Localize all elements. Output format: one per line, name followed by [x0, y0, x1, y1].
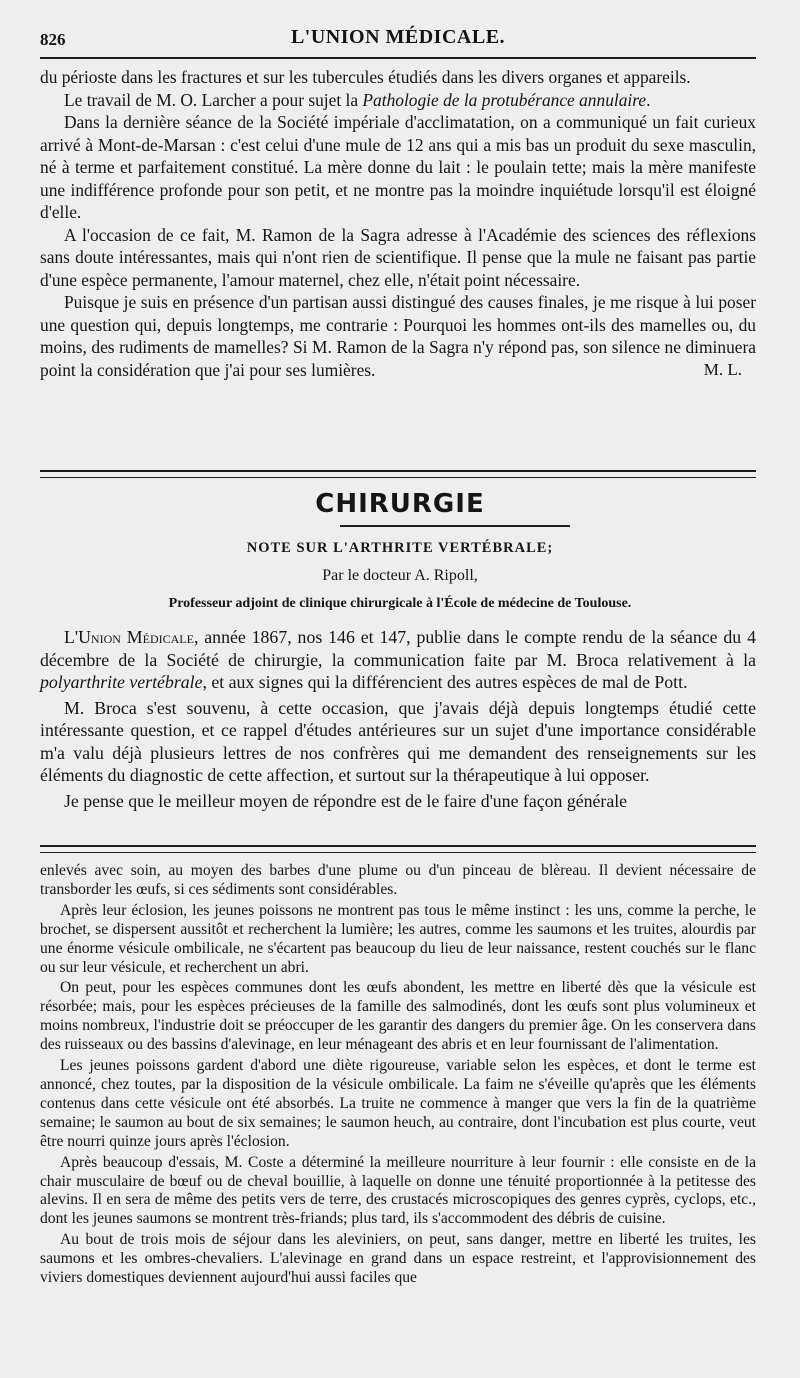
- article-paragraph-3: Je pense que le meilleur moyen de répondre est de le faire d'une façon générale: [64, 790, 628, 811]
- page-number: 826: [40, 30, 66, 49]
- article-paragraph-1: [40, 626, 756, 694]
- paragraph-larcher: [40, 89, 756, 112]
- paragraph-periosteum: du périoste dans les fractures et sur les tubercules étudiés dans les divers organes et appareils.: [40, 67, 691, 87]
- feuilleton-paragraph-2: Après leur éclosion, les jeunes poissons ne montrent pas tous le même instinct : les uns, comme la perche, le brochet, se dispersent aussitôt et recherchent la lumière; les autres, comme les saumons et les truites, alourdis par une énorme vésicule ombilicale, ne s'écartent pas beaucoup du lieu de leur naissance, restent couchés sur le flanc ou sur leur vésicule, et recherchent un abri.: [40, 901, 756, 976]
- section-title-rule: [340, 525, 570, 527]
- article-body: [40, 626, 756, 812]
- paragraph-mule: Dans la dernière séance de la Société impériale d'acclimatation, on a communiqué un fait curieux arrivé à Mont-de-Marsan : c'est celui d'une mule de 12 ans qui a mis bas un produit du sexe masculin, né à terme et parfaitement constitué. La mère donne du lait : le poulain tette; mais la mère manifeste une indifférence profonde pour son petit, et ne montre pas la moindre inquiétude lorsqu'il est éloigné d'elle.: [40, 112, 756, 222]
- article-paragraph-1-end: , et aux signes qui la différencient des autres espèces de mal de Pott.: [202, 672, 688, 692]
- article-term: polyarthrite vertébrale: [40, 672, 203, 692]
- article-paragraph-1-text: , année 1867, nos 146 et 147, publie dans le compte rendu de la séance du 4 décembre de la Société de chirurgie, la communication faite par M. Broca relativement à la: [40, 627, 756, 670]
- feuilleton-paragraph-5: Après beaucoup d'essais, M. Coste a déterminé la meilleure nourriture à leur fournir : elle consiste en de la chair musculaire de bœuf ou de cheval bouillie, à laquelle on donne une ténuité proportionnée à la petitesse des alevins. Il en sera de même des petits vers de terre, des crustacés microscopiques des genres cyprès, cyclops, etc., dont les jeunes saumons se montrent très-friands; plus tard, ils s'accommodent des débris de cuisine.: [40, 1153, 756, 1228]
- article-paragraph-2: M. Broca s'est souvenu, à cette occasion, que j'avais déjà depuis longtemps étudié cette intéressante question, et ce rappel d'études antérieures sur un sujet d'une importance considérable m'a valu déjà plusieurs lettres de nos confrères qui me demandent des renseignements sur les éléments du diagnostic de cette affection, et surtout sur la thérapeutique à lui opposer.: [40, 697, 756, 785]
- feuilleton-paragraph-1: enlevés avec soin, au moyen des barbes d'une plume ou d'un pinceau de blèreau. Il devient nécessaire de transborder les œufs, si ces sédiments sont considérables.: [40, 862, 756, 898]
- journal-name: L'Union Médicale: [64, 627, 194, 647]
- article-title: NOTE SUR L'ARTHRITE VERTÉBRALE;: [246, 540, 554, 556]
- paragraph-larcher-text: Le travail de M. O. Larcher a pour sujet la: [64, 89, 363, 110]
- paragraph-ramon: A l'occasion de ce fait, M. Ramon de la Sagra adresse à l'Académie des sciences des réflexions sans doute intéressantes, mais qui n'ont rien de scientifique. Il pense que la mule ne faisant pas partie d'une espèce permanente, l'amour maternel, chez elle, n'était point nécessaire.: [40, 224, 756, 290]
- header-rule: [40, 57, 756, 59]
- section-double-rule: [40, 470, 756, 478]
- author-affiliation: Professeur adjoint de clinique chirurgicale à l'École de médecine de Toulouse.: [168, 596, 632, 611]
- top-text-block: [40, 66, 756, 381]
- page-header: [40, 26, 756, 56]
- signature: M. L.: [703, 359, 742, 379]
- paragraph-question: [40, 291, 756, 381]
- paragraph-larcher-end: .: [646, 89, 651, 110]
- paragraph-larcher-title: Pathologie de la protubérance annulaire: [362, 89, 647, 110]
- section-title: CHIRURGIE: [315, 489, 485, 519]
- article-author: Par le docteur A. Ripoll,: [322, 567, 478, 584]
- feuilleton-paragraph-4: Les jeunes poissons gardent d'abord une diète rigoureuse, variable selon les espèces, et dont le terme est annoncé, chez toutes, par la disposition de la vésicule ombilicale. La faim ne s'éveille qu'après que les éléments contenus dans cette vésicule ont été absorbés. La truite ne commence à manger que vers la fin de la quatrième semaine; le saumon au bout de six semaines; le saumon heuch, au contraire, dont l'incubation est plus courte, veut être nourri quinze jours après l'éclosion.: [40, 1057, 756, 1150]
- running-title: L'UNION MÉDICALE.: [290, 26, 506, 48]
- feuilleton-paragraph-6: Au bout de trois mois de séjour dans les aleviniers, on peut, sans danger, mettre en liberté les truites, les saumons et les ombres-chevaliers. L'alevinage en grand dans un espace restreint, et l'approvisionnement des viviers domestiques deviennent aujourd'hui aussi faciles que: [40, 1231, 756, 1287]
- feuilleton-paragraph-3: On peut, pour les espèces communes dont les œufs abondent, les mettre en liberté dès que la vésicule est résorbée; mais, pour les espèces précieuses de la famille des salmodinés, dont les œufs sont plus volumineux et moins nombreux, l'industrie doit se préoccuper de les garantir des dangers du premier âge. On les conservera dans des ruisseaux ou des bassins d'alevinage, en leur ménageant des abris et en leur fournissant de l'alimentation.: [40, 979, 756, 1054]
- paragraph-question-text: Puisque je suis en présence d'un partisan aussi distingué des causes finales, je me risque à lui poser une question qui, depuis longtemps, me contrarie : Pourquoi les hommes ont-ils des mamelles ou, du moins, des rudiments de mamelles? Si M. Ramon de la Sagra n'y répond pas, son silence ne diminuera point la considération que j'ai pour ses lumières.: [40, 292, 756, 380]
- feuilleton-double-rule: [40, 845, 756, 853]
- feuilleton-body: [40, 862, 756, 1288]
